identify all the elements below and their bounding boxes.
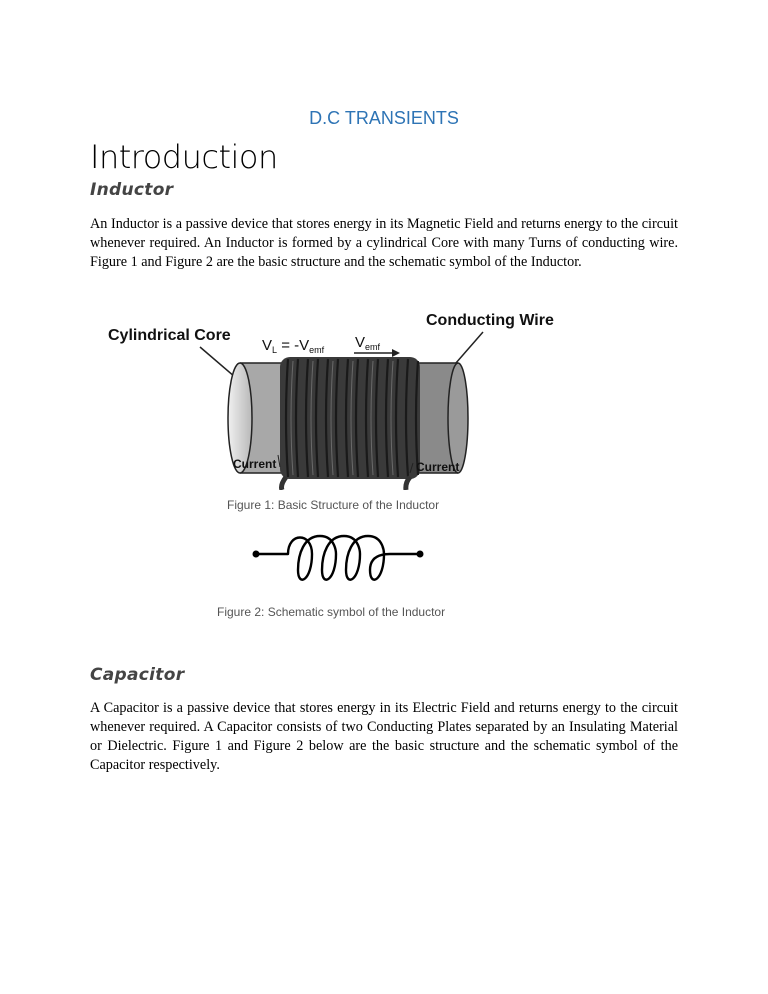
- vemf-arrowhead: [392, 349, 400, 357]
- section-heading-introduction: Introduction: [90, 138, 278, 176]
- label-current-right: Current: [416, 460, 460, 474]
- subheading-inductor: Inductor: [90, 180, 174, 200]
- document-title: D.C TRANSIENTS: [309, 108, 459, 128]
- inductor-paragraph: An Inductor is a passive device that stores energy in its Magnetic Field and returns energy to the circuit whenever required. An Inductor is formed by a cylindrical Core with many Turns of conducting wire. Figure 1 and Figure 2 are the basic structure and the schematic symbol of the Inductor.: [90, 216, 678, 270]
- inductor-schematic-symbol: [250, 522, 430, 594]
- left-lead-wire: [282, 477, 287, 490]
- label-conducting-wire: Conducting Wire: [426, 312, 554, 329]
- label-cylindrical-core: Cylindrical Core: [108, 327, 231, 344]
- coil-body: [280, 357, 420, 479]
- capacitor-paragraph: A Capacitor is a passive device that stores energy in its Electric Field and returns energy to the circuit whenever required. A Capacitor consists of two Conducting Plates separated by an Insulating Material or Dielectric. Figure 1 and Figure 2 below are the basic structure and the schematic symbol of the Capacitor respectively.: [90, 700, 678, 773]
- right-lead-wire: [406, 477, 410, 490]
- subheading-capacitor: Capacitor: [90, 665, 185, 685]
- figure2-caption: Figure 2: Schematic symbol of the Inductor: [217, 605, 446, 619]
- label-vl-equation: $V_L = -V_{emf}$: [262, 337, 325, 355]
- inductor-structure-figure: [100, 305, 580, 490]
- label-vemf: $V_{emf}$: [355, 334, 381, 352]
- core-right-end: [448, 363, 468, 473]
- figure1-caption: Figure 1: Basic Structure of the Inductor: [227, 498, 440, 512]
- label-current-left: Current: [233, 457, 277, 471]
